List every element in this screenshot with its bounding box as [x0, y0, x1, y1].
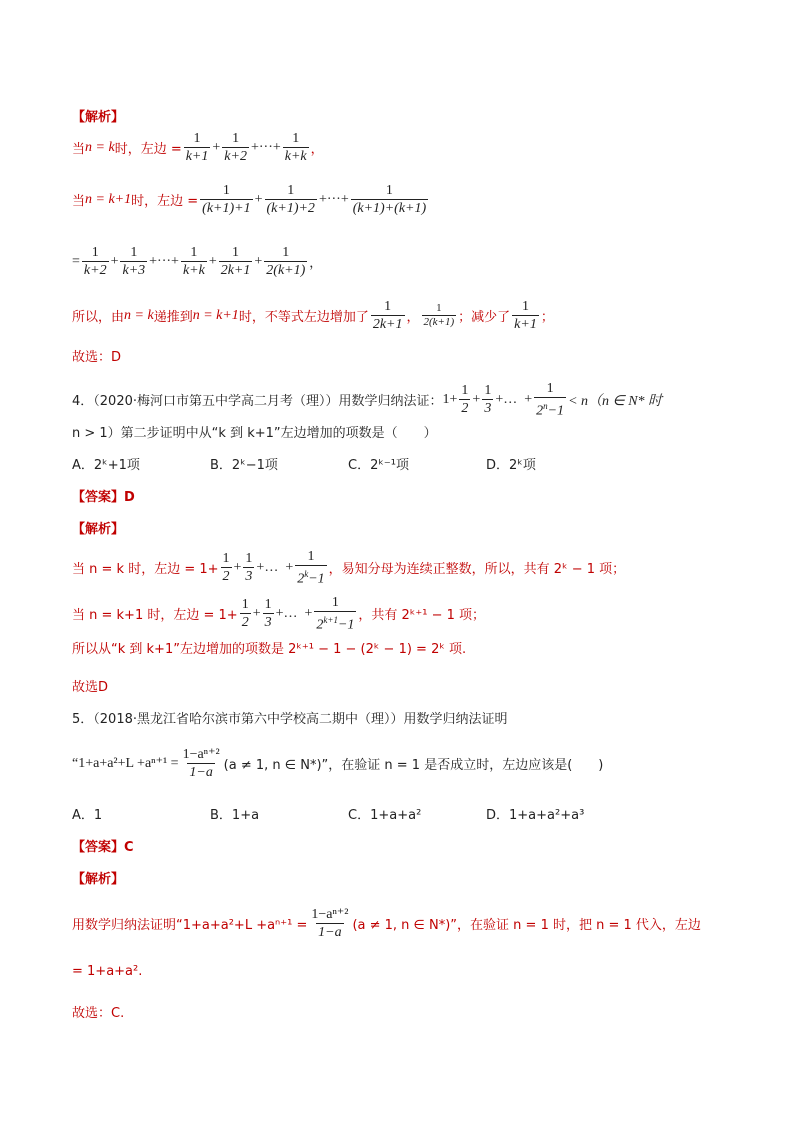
option-b: B．2ᵏ−1项 [210, 458, 278, 473]
analysis-label: 【解析】 [72, 522, 125, 537]
fraction: $\frac{1}{2k+1}$ [372, 299, 403, 332]
fraction: $\frac{1}{k+2}$ [224, 131, 247, 164]
analysis-line-2: 当 n = k+1 时，左边 = $\frac{1}{(k+1)+1}$ + $\frac{1}{(k+1)+2}$ +···+ $\frac{1}{(k+1)+(k+1)}$ [72, 183, 427, 216]
fraction: $\frac{1}{2(k+1)}$ [423, 302, 455, 328]
question-4-options [72, 454, 536, 473]
answer-label: 【答案】C [72, 840, 134, 855]
question-5-options [72, 804, 584, 823]
fraction: $\frac{1}{2k+1}$ [220, 245, 251, 278]
q5-analysis-line-2: = 1+a+a². [72, 964, 143, 979]
question-5-formula: “1+a+a²+L +aⁿ⁺¹ = $\frac{\text{1−aⁿ⁺²}}{1-a}$ (a ≠ 1, n ∈ N*)”，在验证 n = 1 是否成立时，左边应该是( ) [72, 747, 604, 780]
fraction: $\frac{1}{k+1}$ [514, 299, 537, 332]
fraction: $\frac{1}{2(k+1)}$ [266, 245, 306, 278]
analysis-line-1: 当 n = k 时，左边 = $\frac{1}{k+1}$ + $\frac{1}{k+2}$ +···+ $\frac{1}{k+k}$ ， [72, 131, 324, 164]
choose-line: 故选：D [72, 350, 122, 365]
fraction: $\frac{1}{k+1}$ [185, 131, 209, 164]
option-c: C．1+a+a² [348, 808, 422, 823]
option-a: A．1 [72, 808, 103, 823]
fraction: $\frac{1}{k+3}$ [122, 245, 146, 278]
option-d: D．1+a+a²+a³ [486, 808, 585, 823]
fraction: $\frac{1}{(k+1)+1}$ [202, 183, 251, 216]
q4-analysis-line-1: 当 n = k 时，左边 = 1+ $\frac{1}{2}$ + $\frac{1}{3}$ +… + $\frac{1}{2^k-1}$ ，易知分母为连续正整数，所以，共有 2ᵏ − 1 项； [72, 549, 626, 587]
choose-line: 故选：C. [72, 1006, 125, 1021]
fraction: $\frac{1}{(k+1)+2}$ [266, 183, 315, 216]
question-4-stem: 4．（2020·梅河口市第五中学高二月考（理））用数学归纳法证： 1+ $\frac{1}{2}$ + $\frac{1}{3}$ +… + $\frac{1}{2^n-1}$ < n（n ∈ N* 时 [72, 381, 663, 419]
option-a: A．2ᵏ+1项 [72, 458, 140, 473]
option-c: C．2ᵏ⁻¹项 [348, 458, 409, 473]
analysis-label: 【解析】 [72, 872, 125, 887]
q5-analysis-line-1: 用数学归纳法证明“1+a+a²+L +aⁿ⁺¹ = $\frac{\text{1−aⁿ⁺²}}{1-a}$ (a ≠ 1, n ∈ N*)”，在验证 n = 1 时，把 n = 1 代入，左边 [72, 907, 701, 940]
analysis-label: 【解析】 [72, 110, 125, 125]
q4-analysis-line-3: 所以从“k 到 k+1”左边增加的项数是 2ᵏ⁺¹ − 1 − (2ᵏ − 1) = 2ᵏ 项. [72, 642, 467, 657]
option-d: D．2ᵏ项 [486, 458, 536, 473]
fraction: $\frac{1}{k+k}$ [284, 131, 307, 164]
choose-line: 故选D [72, 680, 109, 695]
fraction: $\frac{1}{k+2}$ [83, 245, 107, 278]
fraction: $\frac{1}{(k+1)+(k+1)}$ [352, 183, 427, 216]
fraction: $\frac{1}{k+k}$ [182, 245, 205, 278]
question-4-stem-2: n > 1）第二步证明中从“k 到 k+1”左边增加的项数是（ ） [72, 426, 437, 441]
option-b: B．1+a [210, 808, 260, 823]
analysis-line-4: 所以，由 n = k 递推到 n = k+1 时，不等式左边增加了 $\frac{1}{2k+1}$ ， $\frac{1}{2(k+1)}$ ；减少了 $\frac{1}{k+1}$ ； [72, 299, 554, 332]
q4-analysis-line-2: 当 n = k+1 时，左边 = 1+ $\frac{1}{2}$ + $\frac{1}{3}$ +… + $\frac{1}{2^{k+1}-1}$ ，共有 2ᵏ⁺¹ − 1 项； [72, 595, 485, 633]
analysis-line-3: = $\frac{1}{k+2}$ + $\frac{1}{k+3}$ +···+ $\frac{1}{k+k}$ + $\frac{1}{2k+1}$ + $\frac{1}{2(k+1)}$ ， [72, 245, 323, 278]
question-5-stem: 5．（2018·黑龙江省哈尔滨市第六中学校高二期中（理））用数学归纳法证明 [72, 712, 508, 727]
answer-label: 【答案】D [72, 490, 135, 505]
